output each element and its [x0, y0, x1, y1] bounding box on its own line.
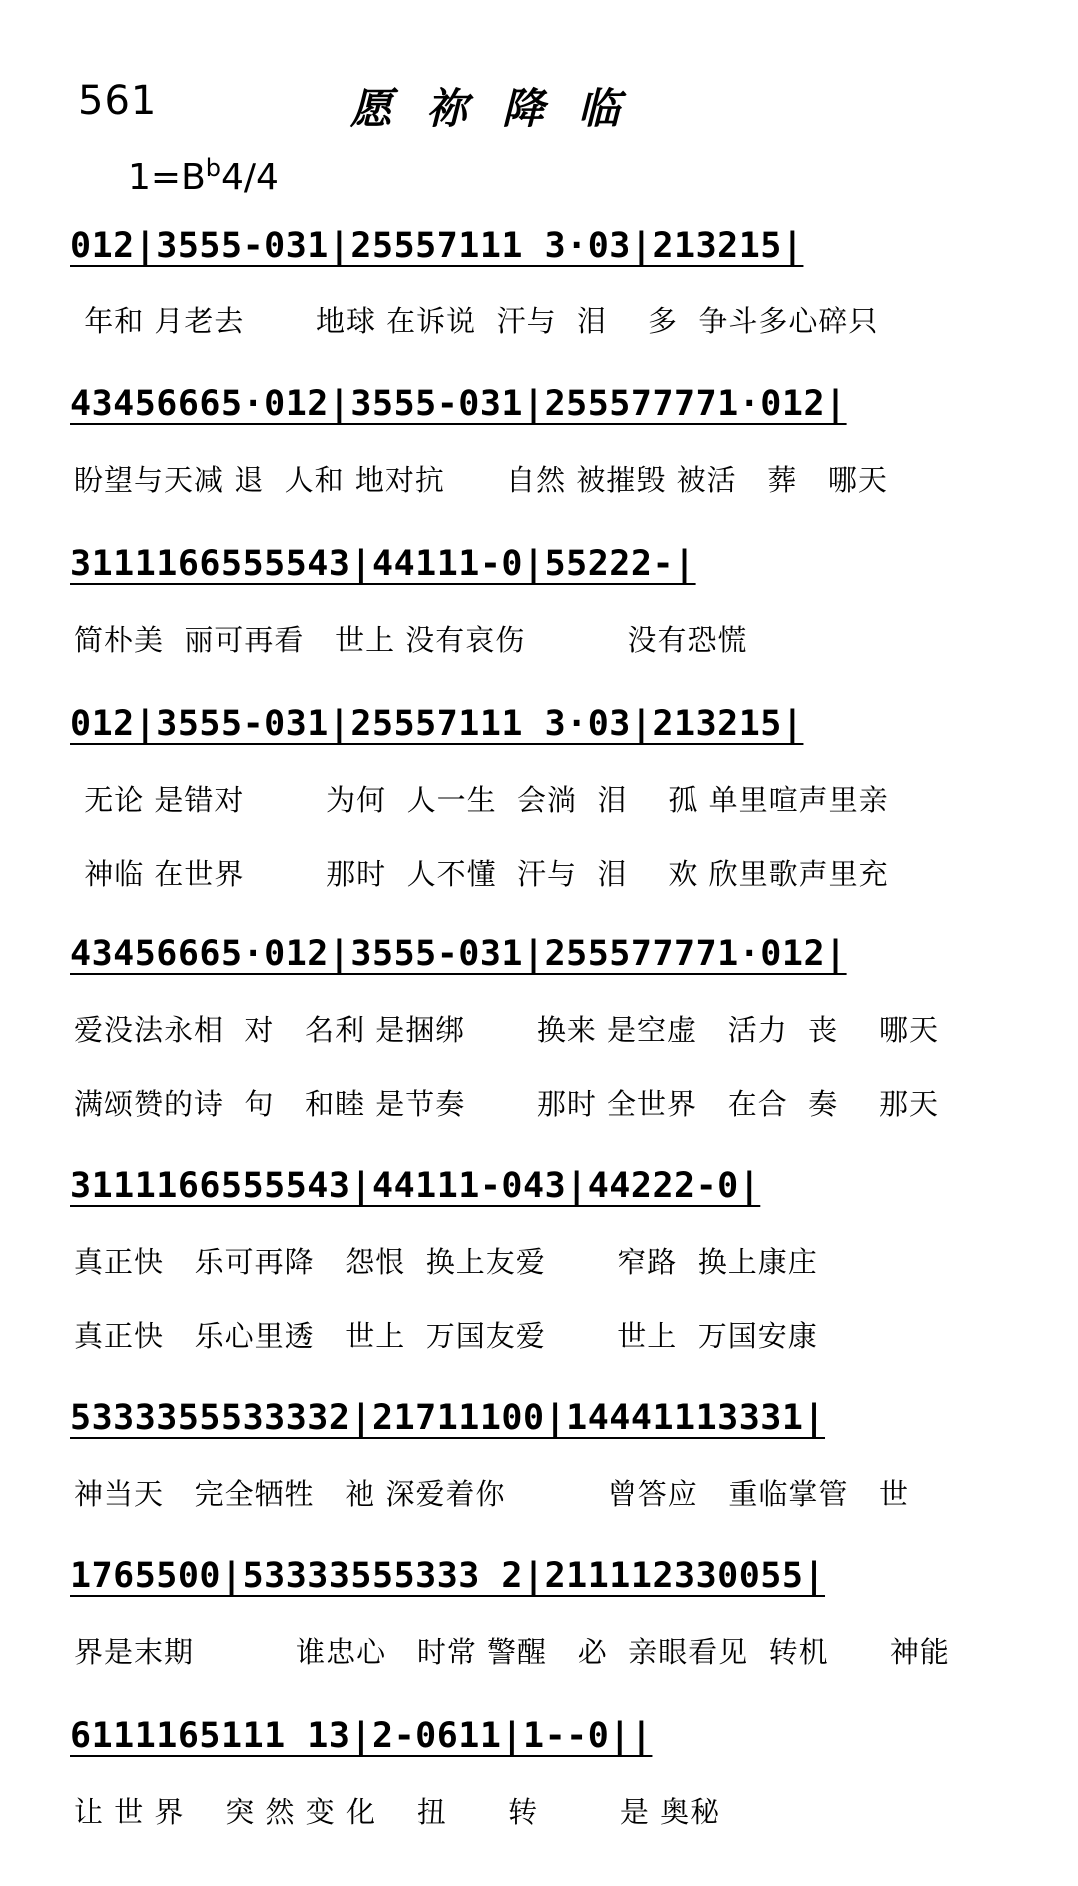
lyric-line-9: 让 世 界 突 然 变 化 扭 转 是 奥秘	[74, 1795, 721, 1829]
lyric-line-6b: 真正快 乐心里透 世上 万国友爱 世上 万国安康	[74, 1319, 818, 1353]
time-signature: 4/4	[221, 157, 279, 198]
lyric-line-2: 盼望与天减 退 人和 地对抗 自然 被摧毁 被活 葬 哪天	[74, 463, 888, 497]
lyric-line-8: 界是末期 谁忠心 时常 警醒 必 亲眼看见 转机 神能	[74, 1635, 950, 1669]
page-number: 561	[78, 78, 158, 124]
score-line-5: 43456665·012|3555-031|255577771·012|	[70, 934, 847, 974]
lyric-line-3: 简朴美 丽可再看 世上 没有哀伤 没有恐慌	[74, 623, 748, 657]
lyric-line-4a: 无论 是错对 为何 人一生 会淌 泪 孤 单里喧声里亲	[74, 783, 889, 817]
lyric-line-5b: 满颂赞的诗 句 和睦 是节奏 那时 全世界 在合 奏 那天	[74, 1087, 940, 1121]
page-title: 愿祢降临	[350, 84, 655, 133]
score-line-2: 43456665·012|3555-031|255577771·012|	[70, 384, 847, 424]
score-line-9: 6111165111 13|2-0611|1--0||	[70, 1716, 653, 1756]
score-line-7: 5333355533332|21711100|14441113331|	[70, 1398, 826, 1438]
flat-mark: b	[205, 154, 221, 182]
lyric-line-1: 年和 月老去 地球 在诉说 汗与 泪 多 争斗多心碎只	[74, 304, 879, 338]
score-line-3: 3111166555543|44111-0|55222-|	[70, 544, 696, 584]
score-line-4: 012|3555-031|25557111 3·03|213215|	[70, 704, 804, 744]
score-line-1: 012|3555-031|25557111 3·03|213215|	[70, 226, 804, 266]
score-line-8: 1765500|53333555333 2|211112330055|	[70, 1556, 826, 1596]
lyric-line-7: 神当天 完全牺牲 祂 深爱着你 曾答应 重临掌管 世	[74, 1477, 910, 1511]
key-signature	[128, 154, 279, 198]
lyric-line-6a: 真正快 乐可再降 怨恨 换上友爱 窄路 换上康庄	[74, 1245, 818, 1279]
lyric-line-5a: 爱没法永相 对 名利 是捆绑 换来 是空虚 活力 丧 哪天	[74, 1013, 940, 1047]
score-line-6: 3111166555543|44111-043|44222-0|	[70, 1166, 761, 1206]
key-label: 1=B	[128, 157, 206, 198]
lyric-line-4b: 神临 在世界 那时 人不懂 汗与 泪 欢 欣里歌声里充	[74, 857, 889, 891]
